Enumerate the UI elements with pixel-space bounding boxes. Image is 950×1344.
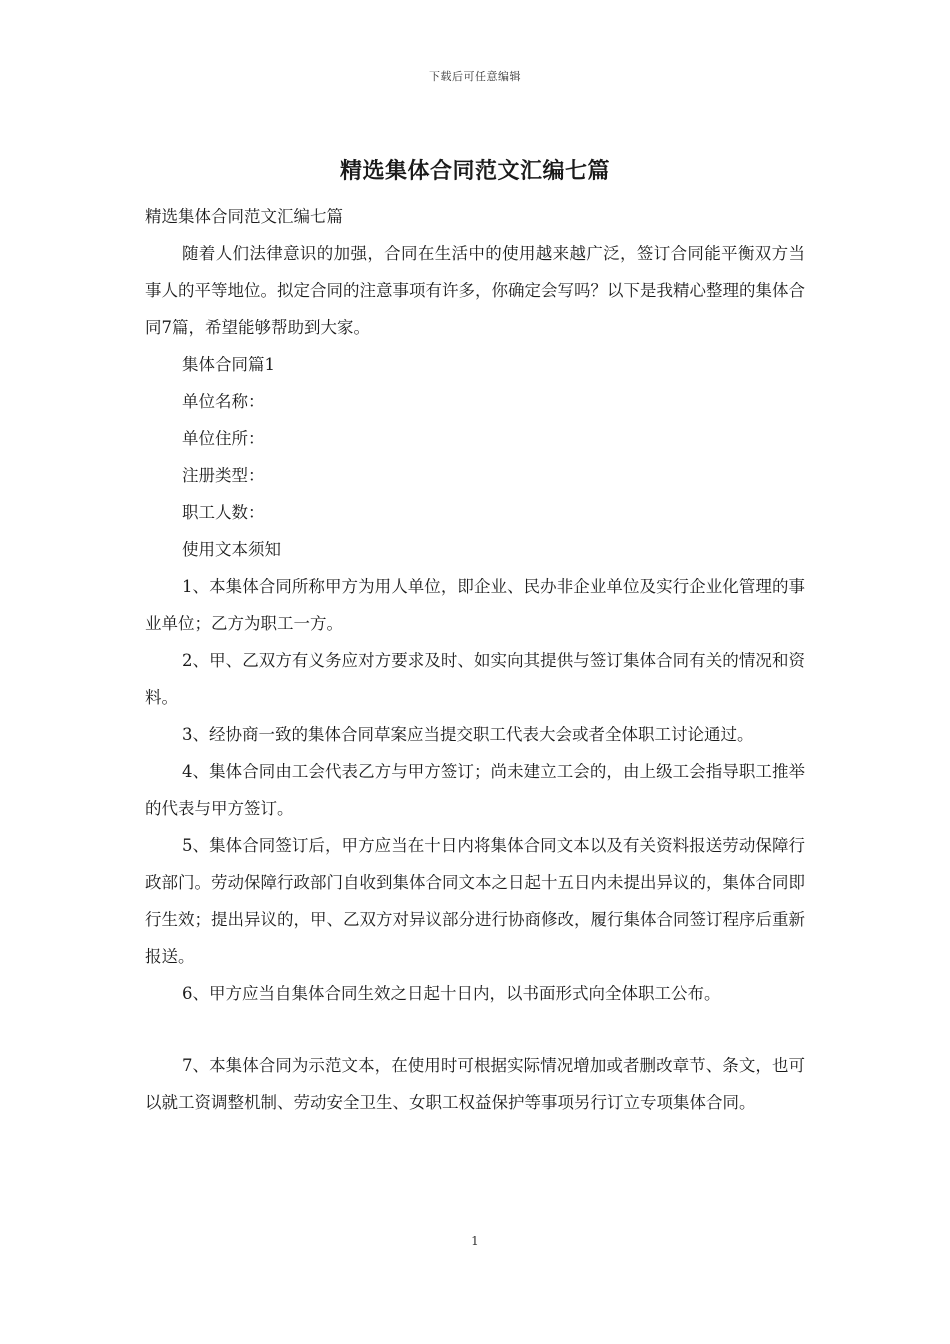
notice-item-6: 6、甲方应当自集体合同生效之日起十日内，以书面形式向全体职工公布。	[182, 984, 721, 1003]
field-unit-address: 单位住所：	[182, 429, 265, 448]
notice-item-1: 1、本集体合同所称甲方为用人单位，即企业、民办非企业单位及实行企业化管理的事业单位；乙方为职工一方。	[145, 577, 805, 633]
section-heading: 集体合同篇1	[182, 355, 275, 374]
notice-item-5: 5、集体合同签订后，甲方应当在十日内将集体合同文本以及有关资料报送劳动保障行政部门。劳动保障行政部门自收到集体合同文本之日起十五日内未提出异议的，集体合同即行生效；提出异议的，甲、乙双方对异议部分进行协商修改，履行集体合同签订程序后重新报送。	[145, 836, 805, 966]
field-employee-count: 职工人数：	[182, 503, 265, 522]
field-unit-name: 单位名称：	[182, 392, 265, 411]
field-registration-type: 注册类型：	[182, 466, 265, 485]
page-number: 1	[471, 1234, 479, 1248]
document-title: 精选集体合同范文汇编七篇	[339, 158, 610, 184]
subtitle-line: 精选集体合同范文汇编七篇	[145, 207, 343, 226]
notice-item-3: 3、经协商一致的集体合同草案应当提交职工代表大会或者全体职工讨论通过。	[182, 725, 754, 744]
notice-item-7: 7、本集体合同为示范文本，在使用时可根据实际情况增加或者删改章节、条文，也可以就工资调整机制、劳动安全卫生、女职工权益保护等事项另行订立专项集体合同。	[145, 1056, 805, 1112]
header-note: 下载后可任意编辑	[429, 70, 521, 83]
notice-item-2: 2、甲、乙双方有义务应对方要求及时、如实向其提供与签订集体合同有关的情况和资料。	[145, 651, 805, 707]
document-body	[145, 198, 805, 1121]
intro-paragraph: 随着人们法律意识的加强，合同在生活中的使用越来越广泛，签订合同能平衡双方当事人的平等地位。拟定合同的注意事项有许多，你确定会写吗？以下是我精心整理的集体合同7篇，希望能够帮助到大家。	[145, 244, 805, 337]
notice-item-4: 4、集体合同由工会代表乙方与甲方签订；尚未建立工会的，由上级工会指导职工推举的代表与甲方签订。	[145, 762, 805, 818]
notice-heading: 使用文本须知	[182, 540, 281, 559]
